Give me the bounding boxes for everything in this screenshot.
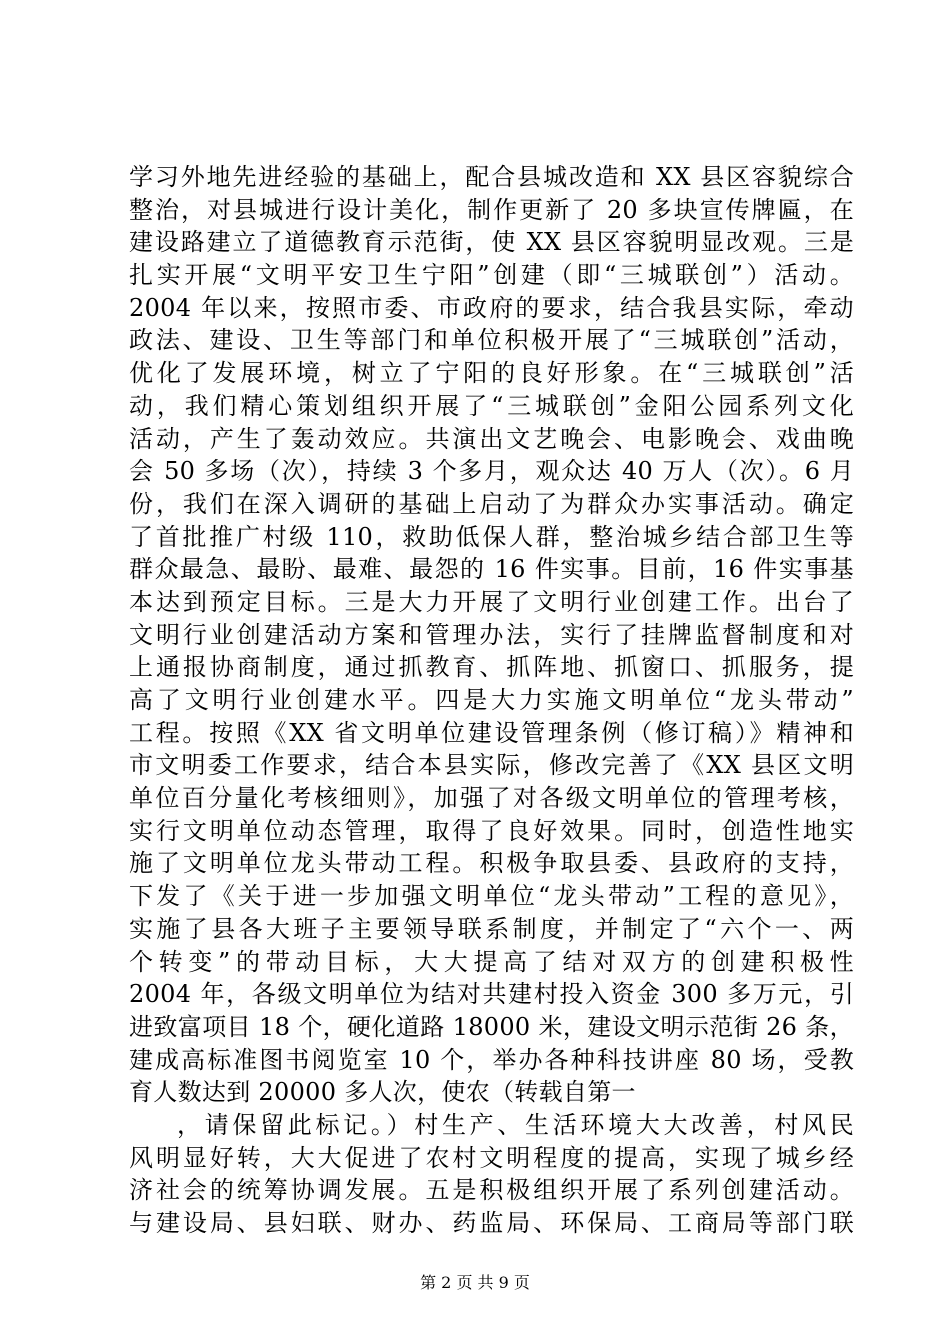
text-line: 了首批推广村级 110，救助低保人群，整治城乡结合部卫生等 bbox=[129, 522, 854, 551]
text-line: 活动，产生了轰动效应。共演出文艺晚会、电影晚会、戏曲晚 bbox=[129, 424, 854, 453]
text-line: 2004 年以来，按照市委、市政府的要求，结合我县实际，牵动 bbox=[129, 293, 854, 322]
text-line: 进致富项目 18 个，硬化道路 18000 米，建设文明示范街 26 条， bbox=[129, 1012, 854, 1041]
text-line: 风明显好转，大大促进了农村文明程度的提高，实现了城乡经 bbox=[129, 1143, 854, 1172]
text-line: 份，我们在深入调研的基础上启动了为群众办实事活动。确定 bbox=[129, 489, 854, 518]
text-line: 实施了县各大班子主要领导联系制度，并制定了“六个一、两 bbox=[129, 914, 854, 943]
text-line: 建设路建立了道德教育示范街，使 XX 县区容貌明显改观。三是 bbox=[129, 228, 854, 257]
text-line: 高了文明行业创建水平。四是大力实施文明单位“龙头带动” bbox=[129, 686, 854, 714]
text-line: 建成高标准图书阅览室 10 个，举办各种科技讲座 80 场，受教 bbox=[129, 1045, 854, 1074]
text-line: 施了文明单位龙头带动工程。积极争取县委、县政府的支持， bbox=[129, 849, 854, 878]
text-line: 学习外地先进经验的基础上，配合县城改造和 XX 县区容貌综合 bbox=[129, 163, 854, 191]
text-line: 个转变”的带动目标，大大提高了结对双方的创建积极性 bbox=[129, 947, 854, 976]
text-line: 文明行业创建活动方案和管理办法，实行了挂牌监督制度和对 bbox=[129, 620, 854, 649]
text-line: 2004 年，各级文明单位为结对共建村投入资金 300 多万元，引 bbox=[129, 980, 854, 1009]
text-line: 育人数达到 20000 多人次，使农（转载自第一 bbox=[129, 1078, 636, 1107]
text-line: 上通报协商制度，通过抓教育、抓阵地、抓窗口、抓服务，提 bbox=[129, 653, 854, 682]
text-line: 单位百分量化考核细则》，加强了对各级文明单位的管理考核， bbox=[129, 784, 854, 813]
text-line: 会 50 多场（次），持续 3 个多月，观众达 40 万人（次）。6 月 bbox=[129, 457, 854, 486]
text-line: 动，我们精心策划组织开展了“三城联创”金阳公园系列文化 bbox=[129, 391, 854, 420]
text-line: 实行文明单位动态管理，取得了良好效果。同时，创造性地实 bbox=[129, 816, 854, 845]
text-line: 济社会的统筹协调发展。五是积极组织开展了系列创建活动。 bbox=[129, 1176, 854, 1205]
text-line: 政法、建设、卫生等部门和单位积极开展了“三城联创”活动， bbox=[129, 326, 854, 355]
text-line: 扎实开展“文明平安卫生宁阳”创建（即“三城联创”）活动。 bbox=[129, 261, 854, 290]
body-text bbox=[129, 161, 854, 1240]
text-line: 与建设局、县妇联、财办、药监局、环保局、工商局等部门联 bbox=[129, 1209, 854, 1237]
text-line: ，请保留此标记。）村生产、生活环境大大改善，村风民 bbox=[177, 1110, 854, 1139]
text-line: 工程。按照《XX 省文明单位建设管理条例（修订稿）》精神和 bbox=[129, 718, 854, 747]
text-line: 整治，对县城进行设计美化，制作更新了 20 多块宣传牌匾，在 bbox=[129, 195, 854, 224]
text-line: 本达到预定目标。三是大力开展了文明行业创建工作。出台了 bbox=[129, 587, 854, 616]
text-line: 下发了《关于进一步加强文明单位“龙头带动”工程的意见》， bbox=[129, 882, 854, 911]
text-line: 优化了发展环境，树立了宁阳的良好形象。在“三城联创”活 bbox=[129, 359, 854, 388]
page-number-footer: 第 2 页 共 9 页 bbox=[420, 1273, 530, 1292]
text-line: 市文明委工作要求，结合本县实际，修改完善了《XX 县区文明 bbox=[129, 751, 854, 780]
text-line: 群众最急、最盼、最难、最怨的 16 件实事。目前，16 件实事基 bbox=[129, 555, 854, 584]
